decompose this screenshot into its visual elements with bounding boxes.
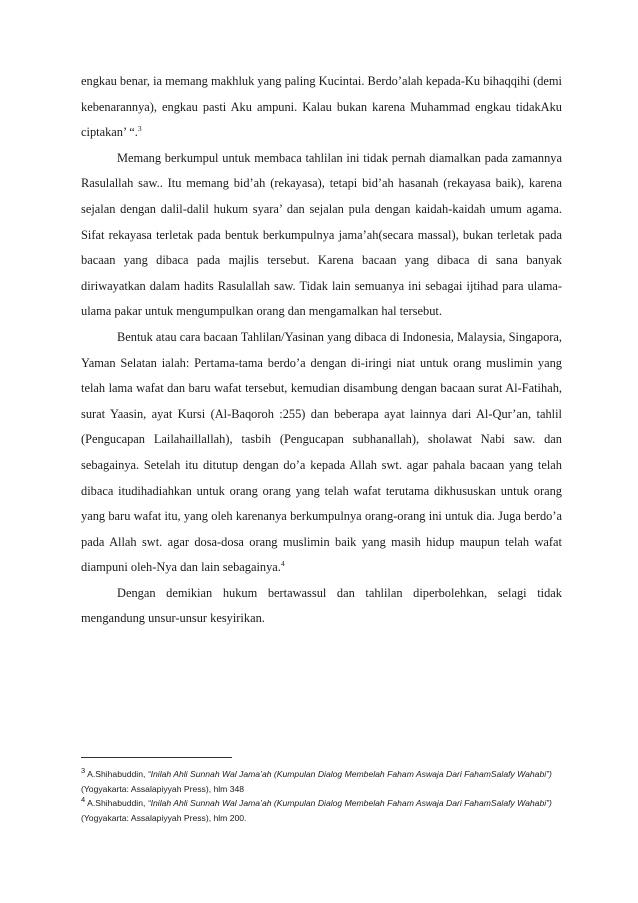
footnote-number: 4 xyxy=(81,795,86,805)
footnote-title: “Inilah Ahli Sunnah Wal Jama’ah (Kumpulan Dialog Membelah Faham Aswaja Dari FahamSalafy Wahabi”) xyxy=(147,798,552,808)
footnote-ref-4[interactable]: 4 xyxy=(280,559,285,569)
footnotes xyxy=(81,767,562,825)
footnote-3 xyxy=(81,767,562,796)
footnote-author: A.Shihabuddin, xyxy=(87,769,148,779)
footnote-publisher: (Yogyakarta: Assalapiyyah Press), hlm 200. xyxy=(81,812,247,823)
paragraph-3 xyxy=(81,325,562,581)
paragraph-1 xyxy=(81,69,562,146)
footnote-author: A.Shihabuddin, xyxy=(87,798,148,808)
footnote-title: “Inilah Ahli Sunnah Wal Jama’ah (Kumpulan Dialog Membelah Faham Aswaja Dari FahamSalafy Wahabi”) xyxy=(147,769,552,779)
paragraph-2: Rasulallah saw.. Itu memang bid’ah (rekayasa), tetapi bid’ah hasanah (rekayasa baik), karena sejalan dengan dalil-dalil hukum syara’ dan sejalan pula dengan kaidah-kaidah umum agama. Sifat rekayasa terletak pada bentuk berkumpulnya jama’ah(secara massal), bukan terletak pada bacaan yang dibaca pada majlis tersebut. Karena bacaan yang dibaca di sana banyak diriwayatkan dalam hadits Rasulallah saw. Tidak lain semuanya ini sebagai ijtihad para ulama-ulama pakar untuk mengumpulkan orang dan mengamalkan hal tersebut. xyxy=(81,176,562,319)
paragraph-4: Dengan demikian hukum bertawassul dan tahlilan diperbolehkan, selagi tidak mengandung unsur-unsur kesyirikan. xyxy=(81,585,562,626)
footnote-number: 3 xyxy=(81,766,86,776)
paragraph-1-text: engkau benar, ia memang makhluk yang paling Kucintai. Berdo’alah kepada-Ku bihaqqihi (demi kebenarannya), engkau pasti Aku ampuni. Kalau bukan karena Muhammad engkau tidakAku ciptakan’ “. xyxy=(81,74,562,140)
paragraph-2-first-line: Memang berkumpul untuk membaca tahlilan ini tidak pernah diamalkan pada zamannya xyxy=(117,150,562,165)
footnote-divider xyxy=(81,757,232,758)
footnote-publisher: (Yogyakarta: Assalapiyyah Press), hlm 348 xyxy=(81,783,245,794)
paragraph-3-text: Bentuk atau cara bacaan Tahlilan/Yasinan yang dibaca di Indonesia, Malaysia, Singapora, Yaman Selatan ialah: Pertama-tama berdo’a dengan di-iringi niat untuk orang muslimin yang telah lama wafat dan baru wafat tersebut, kemudian disambung dengan bacaan surat Al-Fatihah, surat Yaasin, ayat Kursi (Al-Baqoroh :255) dan beberapa ayat lainnya dari Al-Qur’an, tahlil (Pengucapan Lailahaillallah), tasbih (Pengucapan subhanallah), sholawat Nabi saw. dan sebagainya. Setelah itu ditutup dengan do’a kepada Allah swt. agar pahala bacaan yang telah dibaca itudihadiahkan untuk orang orang yang telah wafat terutama dikhususkan untuk orang yang baru wafat itu, yang oleh karenanya berkumpulnya orang-orang ini untuk dia. Juga berdo’a pada Allah swt. agar dosa-dosa orang muslimin baik yang masih hidup maupun telah wafat diampuni oleh-Nya dan lain sebagainya. xyxy=(81,329,562,575)
footnote-4 xyxy=(81,796,562,825)
body-text xyxy=(81,69,562,632)
footnote-ref-3[interactable]: 3 xyxy=(137,124,142,134)
